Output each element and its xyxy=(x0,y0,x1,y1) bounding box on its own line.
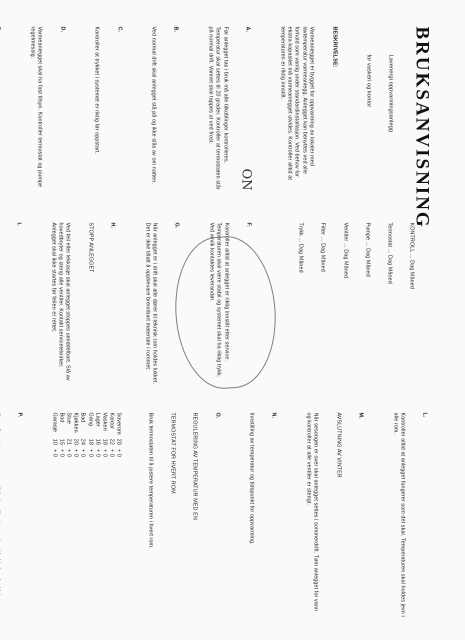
section-text: Varmeanlegget skal ha fast tilsyn. Kontroller termostat og pumpe regelmessig. xyxy=(29,26,43,189)
table-cell: 18 xyxy=(86,438,93,445)
list-item: Trykk ... Dag Måned xyxy=(297,222,304,273)
inspection-list xyxy=(281,222,429,387)
section-text: Før anlegget tas i bruk må alle tilkoblinger kontrolleres. Temperatur skal settes til 20 grader. Kontroller at termostaten står på normal drift. Vannet skal tappes ut ved frost. xyxy=(207,26,228,191)
section-heading: N. xyxy=(270,412,277,418)
table-cell: + 0 xyxy=(57,448,64,457)
table-cell: + 0 xyxy=(100,448,107,457)
section-subheading: AVSLUTNING AV VINTER xyxy=(334,412,341,478)
table-cell: Bod xyxy=(57,412,64,422)
section-heading: H. xyxy=(108,222,115,228)
section-text: Når sesongen er over skal anlegget settes i sommerdrift. Tøm anlegget for vann og kontroller at alle ventiler er stengt. xyxy=(305,412,319,613)
temperature-table-body xyxy=(49,412,121,460)
table-cell: + 0 xyxy=(86,448,93,457)
section-heading: F. xyxy=(244,222,251,227)
section-heading: D. xyxy=(58,26,65,32)
section-heading: B. xyxy=(172,26,179,32)
table-cell: + 0 xyxy=(50,448,57,457)
section-heading: G. xyxy=(173,222,180,228)
list-item: KONTROLL ... Dag Måned xyxy=(408,222,415,289)
document-title: BRUKSANVISNING xyxy=(411,26,433,229)
table-cell: 16 xyxy=(93,438,100,445)
table-cell: 20 xyxy=(115,438,122,445)
table-cell: Stue xyxy=(64,412,71,424)
table-cell: 20 xyxy=(72,438,79,445)
table-cell: 10 xyxy=(50,438,57,445)
table-cell: + 0 xyxy=(115,448,122,457)
section-text: Ved feil eller lekkasje skal anlegget stoppes umiddelbart. Slå av hovedbryter og steng alle ventiler. Kontakt servicetekniker. Anlegget skal ikke startes før feilen er rettet. xyxy=(49,222,71,382)
section-heading: P. xyxy=(16,412,23,417)
table-row xyxy=(64,412,71,460)
section-heading: I. xyxy=(15,222,22,226)
table-cell: Kontor xyxy=(108,412,115,429)
section-text: Varmeanlegget er bygget for oppvarming av lokaler med lavtemperatur varmeanlegg. Anlegget kan benyttes ved alle forhold som vanlig under standardinstallasjon. Ved behov for ekstra kapasitet må varmeanlegget utvides. Kontroller alltid at temperaturen er riktig innstilt. xyxy=(278,26,315,182)
list-item: Termostat ... Dag Måned xyxy=(386,222,393,284)
column-right xyxy=(18,412,447,617)
section-text: Bruk termostaten til å justere temperaturen i hvert rom. xyxy=(146,412,153,549)
table-row xyxy=(71,412,78,460)
table-cell: Bad xyxy=(79,412,86,422)
table-cell: Gang xyxy=(86,412,93,426)
table-cell: + 0 xyxy=(72,448,79,457)
table-row xyxy=(57,412,64,460)
document-subtitle-2: for vaskeri og kontor xyxy=(365,54,372,107)
table-row xyxy=(85,412,92,460)
list-item: Filter ... Dag Måned xyxy=(319,222,326,272)
table-cell: Lager xyxy=(93,412,100,427)
section-text: Kontroller alltid at anlegget fungerer som det skal. Temperaturen skal holdes jevn i alle rom. xyxy=(391,412,405,618)
section-heading: BESKRIVELSE: xyxy=(330,26,337,68)
table-cell: 21 xyxy=(64,438,71,445)
document-subtitle-1: Lavenergi oppvarmingsanlegg xyxy=(387,54,394,132)
table-cell: 15 xyxy=(57,438,64,445)
list-item: Pumpe ... Dag Måned xyxy=(363,222,370,277)
section-heading: M. xyxy=(356,412,363,419)
table-row xyxy=(114,412,121,460)
table-row xyxy=(107,412,114,460)
table-cell: 22 xyxy=(108,438,115,445)
table-cell: Vaskeri xyxy=(100,412,107,431)
section-heading: L. xyxy=(421,412,428,417)
section-heading: O. xyxy=(213,412,220,418)
section-text: Kontroller alltid at anlegget er riktig innstilt etter service. Temperaturen skal være stabil og systemet skal ha riktig trykk. Ved avvik kontaktes leverandør. xyxy=(207,222,229,379)
section-subheading: REGULERING AV TEMPERATUR MED EN xyxy=(191,412,198,520)
column-left xyxy=(18,26,447,229)
section-text: Kontroller at trykket i systemet er riktig før oppstart. xyxy=(93,26,100,154)
table-cell: + 0 xyxy=(93,448,100,457)
section-text: Innstilling av temperatur og tidspunkt for oppvarming. xyxy=(248,412,255,545)
section-heading: C. xyxy=(115,26,122,32)
section-text: Når anlegget er i drift skal alle dører til teknisk rom holdes lukket. Det er ikke tillatt å oppbevare brennbart materiale i rommet. xyxy=(143,222,157,386)
temperature-table xyxy=(49,412,121,460)
table-cell: Kjøkken xyxy=(72,412,79,433)
table-cell: 24 xyxy=(79,438,86,445)
table-cell: 18 xyxy=(100,438,107,445)
table-cell: + 0 xyxy=(64,448,71,457)
table-cell: Soverom xyxy=(115,412,122,435)
table-row xyxy=(78,412,85,460)
section-subheading: TERMOSTAT FOR HVERT ROM xyxy=(169,412,176,494)
table-cell: Garasje xyxy=(50,412,57,432)
handwritten-mark: ON xyxy=(238,168,253,191)
section-heading: A. xyxy=(244,26,251,32)
table-row xyxy=(93,412,100,460)
section-subheading: STOPP ANLEGGET xyxy=(86,222,93,273)
table-row xyxy=(100,412,107,460)
table-cell: + 0 xyxy=(79,448,86,457)
table-cell: + 0 xyxy=(108,448,115,457)
section-text: Ved normal drift skal anlegget stå på og ikke slås av om natten. xyxy=(150,26,157,184)
table-row xyxy=(49,412,56,460)
list-item: Ventiler ... Dag Måned xyxy=(341,222,348,278)
